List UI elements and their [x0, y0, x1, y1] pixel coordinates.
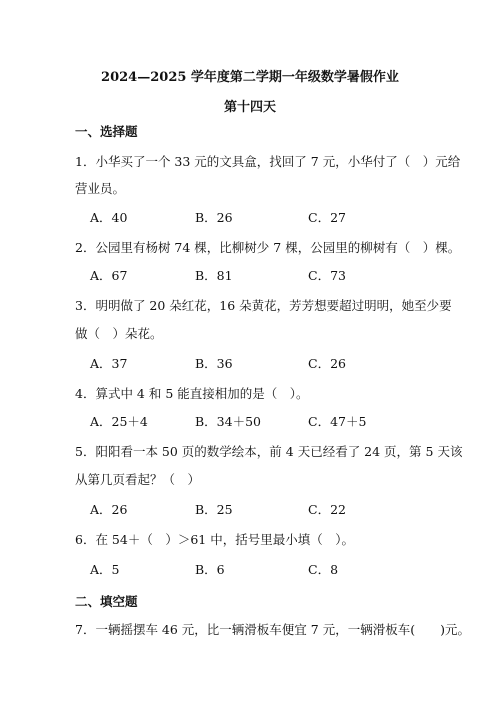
question-6-option-b: B．6: [195, 562, 225, 577]
question-2-line-1: 2．公园里有杨树 74 棵，比柳树少 7 棵，公园里的柳树有（ ）棵。: [75, 240, 461, 255]
question-3-option-a: A．37: [90, 356, 128, 371]
question-5-option-b: B．25: [195, 502, 233, 517]
worksheet-title: 2024—2025 学年度第二学期一年级数学暑假作业: [101, 70, 399, 85]
question-5-option-a: A．26: [90, 502, 128, 517]
question-2-option-a: A．67: [90, 268, 128, 283]
question-4-line-1: 4．算式中 4 和 5 能直接相加的是（ ）。: [75, 386, 309, 401]
section-heading-choice: 一、选择题: [75, 124, 138, 139]
question-3-option-c: C．26: [308, 356, 346, 371]
question-2-option-c: C．73: [308, 268, 346, 283]
question-1-option-c: C．27: [308, 210, 346, 225]
question-3-line-1: 3．明明做了 20 朵红花，16 朵黄花，芳芳想要超过明明，她至少要: [75, 298, 452, 313]
question-6-line-1: 6．在 54＋（ ）＞61 中，括号里最小填（ ）。: [75, 532, 354, 547]
question-6-option-a: A．5: [90, 562, 120, 577]
question-4-option-a: A．25＋4: [90, 414, 148, 429]
question-3-line-2: 做（ ）朵花。: [75, 326, 163, 341]
section-heading-fill-in: 二、填空题: [75, 594, 138, 609]
question-3-option-b: B．36: [195, 356, 233, 371]
question-1-line-2: 营业员。: [75, 181, 126, 196]
question-1-line-1: 1．小华买了一个 33 元的文具盒，找回了 7 元，小华付了（ ）元给: [75, 154, 461, 169]
question-5-line-1: 5．阳阳看一本 50 页的数学绘本，前 4 天已经看了 24 页，第 5 天该: [75, 444, 463, 459]
worksheet-subtitle: 第十四天: [223, 100, 276, 115]
question-4-option-c: C．47＋5: [308, 414, 367, 429]
question-5-option-c: C．22: [308, 502, 346, 517]
question-5-line-2: 从第几页看起？（ ）: [75, 472, 201, 487]
question-1-option-a: A．40: [90, 210, 128, 225]
question-4-option-b: B．34＋50: [195, 414, 261, 429]
question-2-option-b: B．81: [195, 268, 233, 283]
question-7-line-1: 7．一辆摇摆车 46 元，比一辆滑板车便宜 7 元，一辆滑板车( )元。: [75, 622, 470, 637]
question-1-option-b: B．26: [195, 210, 233, 225]
question-6-option-c: C．8: [308, 562, 339, 577]
